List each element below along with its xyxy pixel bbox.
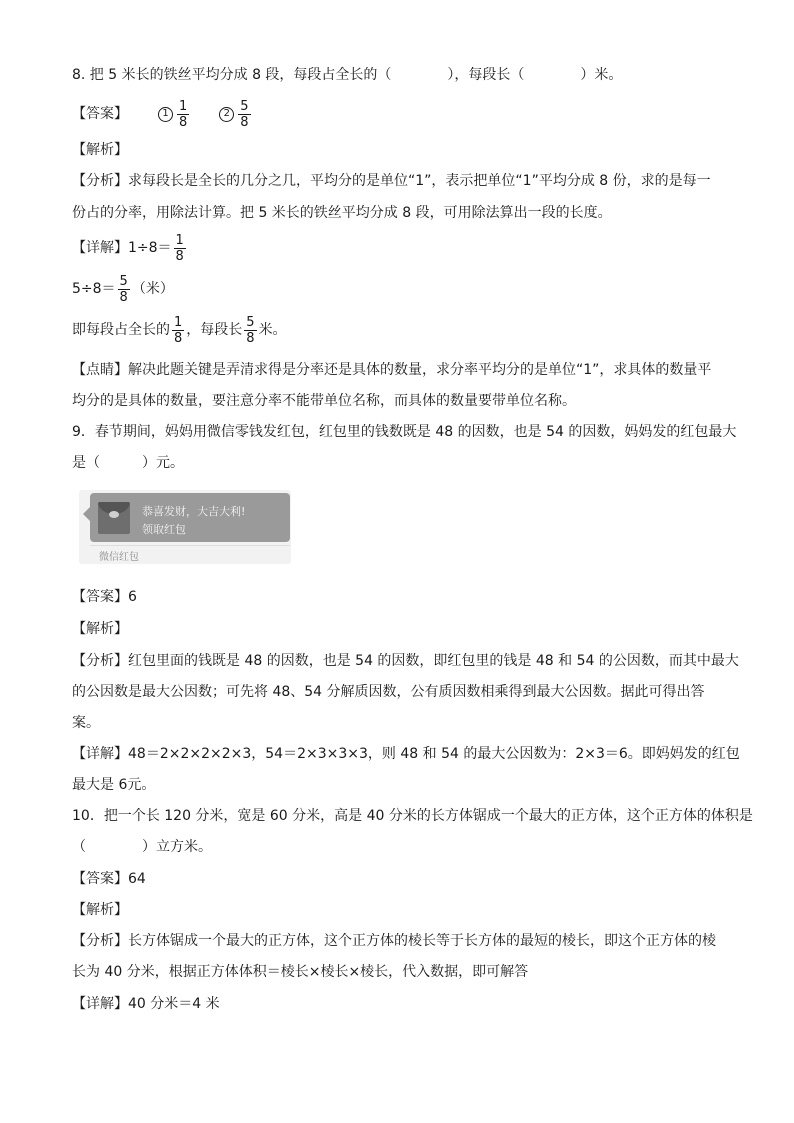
divider — [90, 545, 290, 546]
q10-xiangjie-line-1: 【详解】40 分米＝4 米 — [72, 996, 220, 1012]
q9-question-line-2: 是（ ）元。 — [72, 455, 184, 471]
fraction-numerator: 5 — [246, 314, 255, 330]
q9-question-line-1: 9．春节期间，妈妈用微信零钱发红包，红包里的钱数既是 48 的因数，也是 54 的因数，妈妈发的红包最大 — [72, 424, 737, 440]
answer-fraction-2 — [238, 99, 250, 130]
calc-unit: （米） — [131, 281, 174, 297]
red-packet-claim-label: 领取红包 — [142, 523, 186, 536]
q9-answer: 【答案】6 — [72, 589, 137, 605]
fraction-numerator: 1 — [179, 98, 188, 114]
conclusion-text: 即每段占全长的 — [72, 322, 170, 338]
q8-question: 8. 把 5 米长的铁丝平均分成 8 段，每段占全长的（ ），每段长（ ）米。 — [72, 67, 623, 83]
conclusion-fraction-2 — [244, 315, 256, 346]
q10-answer: 【答案】64 — [72, 871, 146, 887]
fraction-numerator: 1 — [174, 314, 183, 330]
q9-jiexi-heading: 【解析】 — [72, 621, 128, 637]
q9-xiangjie-line-2: 最大是 6元。 — [72, 777, 156, 793]
q9-xiangjie-line-1: 【详解】48＝2×2×2×2×3，54＝2×3×3×3，则 48 和 54 的最大公因数为：2×3＝6。即妈妈发的红包 — [72, 746, 740, 762]
fraction-numerator: 5 — [119, 273, 128, 289]
circled-number-2: 2 — [219, 107, 234, 122]
red-packet-bubble — [90, 493, 290, 542]
circled-number-1: 1 — [158, 107, 173, 122]
answer-tag: 【答案】 — [72, 106, 128, 122]
q8-dianjing-line-2: 均分的是具体的数量，要注意分率不能带单位名称，而具体的数量要带单位名称。 — [72, 393, 576, 409]
fraction-denominator: 8 — [246, 330, 255, 346]
fraction-denominator: 8 — [119, 289, 128, 305]
fraction-denominator: 8 — [240, 114, 249, 130]
q10-question-line-1: 10．把一个长 120 分米，宽是 60 分米，高是 40 分米的长方体锯成一个最大的正方体，这个正方体的体积是 — [72, 808, 753, 824]
red-packet-greeting: 恭喜发财，大吉大利! — [142, 505, 246, 518]
q10-question-line-2: （ ）立方米。 — [72, 839, 212, 855]
wechat-red-packet-image — [79, 490, 291, 564]
fraction-denominator: 8 — [174, 330, 183, 346]
conclusion-fraction-1 — [172, 315, 184, 346]
calc-fraction — [174, 233, 186, 264]
q10-fenxi-line-2: 长为 40 分米，根据正方体体积＝棱长×棱长×棱长，代入数据，即可解答 — [72, 964, 529, 980]
conclusion-text: 米。 — [258, 322, 287, 338]
fraction-numerator: 5 — [240, 98, 249, 114]
q8-xiangjie-calc-2 — [72, 271, 174, 307]
fraction-denominator: 8 — [179, 114, 188, 130]
q8-conclusion — [72, 312, 287, 348]
q8-answer — [72, 96, 253, 132]
fraction-denominator: 8 — [175, 248, 184, 264]
q8-fenxi-line-2: 份占的分率，用除法计算。把 5 米长的铁丝平均分成 8 段，可用除法算出一段的长度。 — [72, 205, 612, 221]
calc-text: 【详解】1÷8＝ — [72, 240, 172, 256]
red-packet-footer: 微信红包 — [99, 552, 139, 563]
conclusion-text: ，每段长 — [186, 322, 243, 338]
q8-xiangjie-calc-1 — [72, 230, 188, 266]
q9-fenxi-line-2: 的公因数是最大公因数；可先将 48、54 分解质因数，公有质因数相乘得到最大公因数。据此可得出答 — [72, 684, 705, 700]
q9-fenxi-line-3: 案。 — [72, 715, 100, 731]
q8-fenxi-line-1: 【分析】求每段长是全长的几分之几，平均分的是单位“1”，表示把单位“1”平均分成 8 份，求的是每一 — [72, 173, 711, 189]
calc-fraction — [118, 274, 130, 305]
q8-jiexi-heading: 【解析】 — [72, 142, 128, 158]
q10-jiexi-heading: 【解析】 — [72, 902, 128, 918]
q9-fenxi-line-1: 【分析】红包里面的钱既是 48 的因数，也是 54 的因数，即红包里的钱是 48 和 54 的公因数，而其中最大 — [72, 653, 739, 669]
q10-fenxi-line-1: 【分析】长方体锯成一个最大的正方体，这个正方体的棱长等于长方体的最短的棱长，即这个正方体的棱 — [72, 933, 716, 949]
fraction-numerator: 1 — [175, 232, 184, 248]
calc-text: 5÷8＝ — [72, 281, 116, 297]
q8-dianjing-line-1: 【点睛】解决此题关键是弄清求得是分率还是具体的数量，求分率平均分的是单位“1”，求具体的数量平 — [72, 362, 712, 378]
red-envelope-icon — [98, 502, 130, 534]
answer-fraction-1 — [177, 99, 189, 130]
